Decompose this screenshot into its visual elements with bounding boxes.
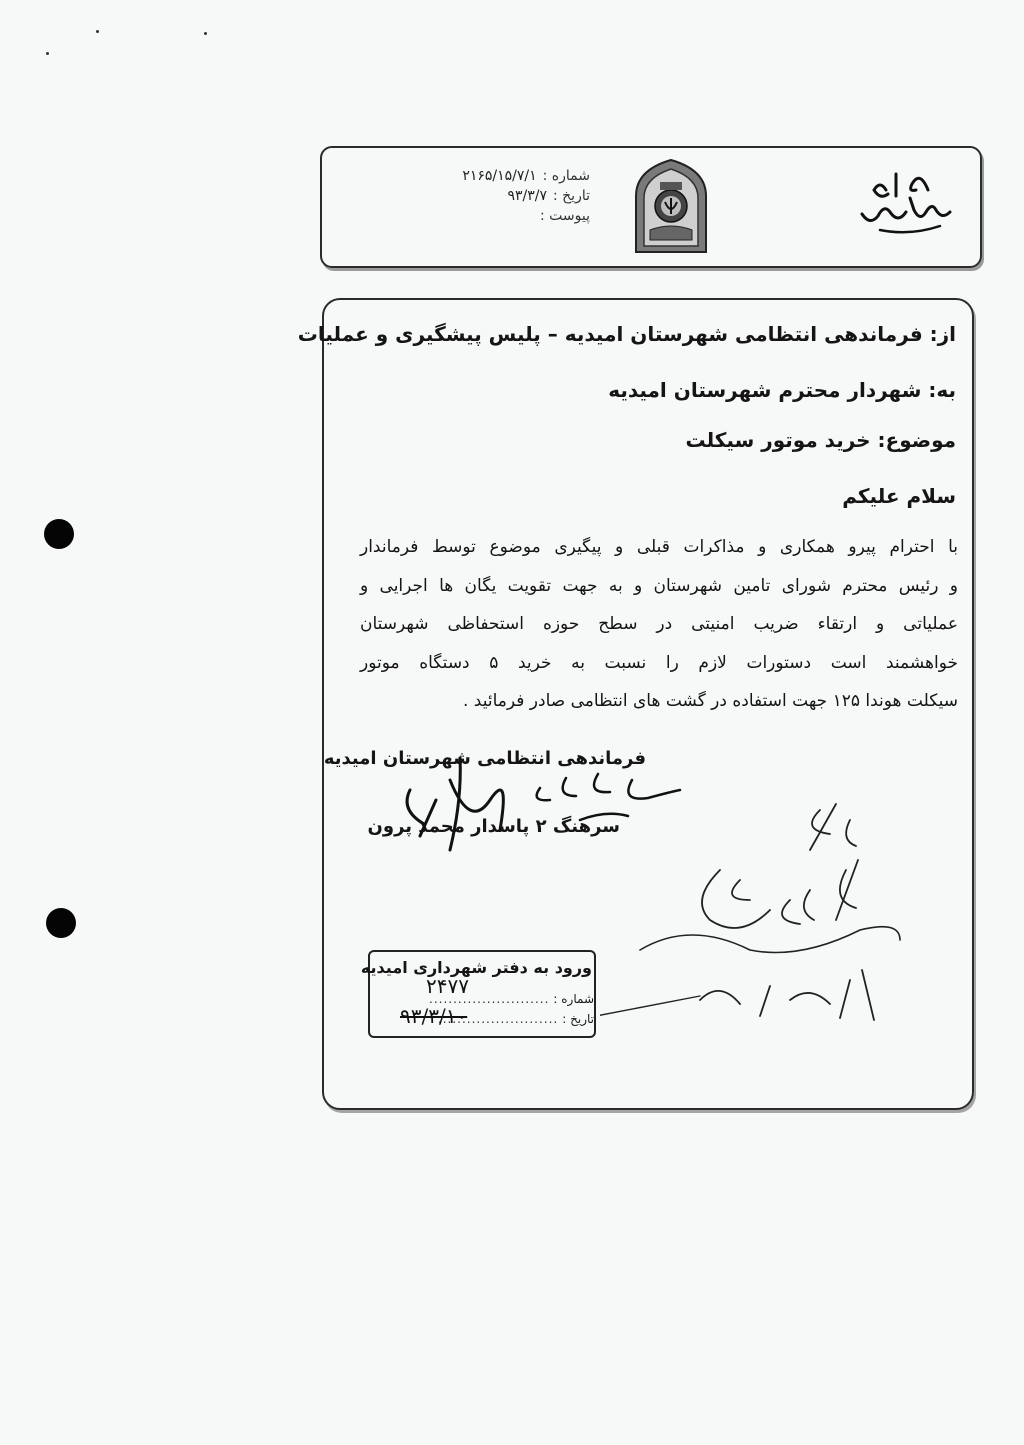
punch-hole-top bbox=[44, 519, 74, 549]
signatory-name: سرهنگ ۲ پاسدار محمد پرون bbox=[367, 816, 620, 837]
letter-from: از: فرماندهی انتظامی شهرستان امیدیه – پلیس پیشگیری و عملیات bbox=[297, 322, 956, 346]
scan-speck bbox=[204, 32, 207, 35]
letter-number-label: شماره : bbox=[542, 168, 590, 184]
scan-speck bbox=[46, 52, 49, 55]
letter-attachment-row bbox=[420, 206, 590, 226]
signatory-title: فرماندهی انتظامی شهرستان امیدیه bbox=[323, 748, 646, 769]
letter-date-row bbox=[420, 186, 590, 206]
letter-to: به: شهردار محترم شهرستان امیدیه bbox=[608, 378, 956, 402]
stamp-dotted-line: ......................... bbox=[429, 992, 550, 1006]
body-line: و رئیس محترم شورای تامین شهرستان و به جهت تقویت یگان ها اجرایی و bbox=[360, 575, 958, 596]
letter-date-value: ۹۳/۳/۷ bbox=[507, 188, 547, 204]
body-line: سیکلت هوندا ۱۲۵ جهت استفاده در گشت های انتظامی صادر فرمائید . bbox=[463, 691, 958, 711]
letter-date-label: تاریخ : bbox=[552, 188, 590, 204]
stamp-number-value: ۲۴۷۷ bbox=[426, 974, 469, 998]
body-line: عملیاتی و ارتقاء ضریب امنیتی در سطح حوزه استحفاظی شهرستان bbox=[360, 614, 958, 634]
police-emblem-icon bbox=[630, 156, 712, 256]
body-line: خواهشمند است دستورات لازم را نسبت به خرید ۵ دستگاه موتور bbox=[360, 652, 958, 673]
handwritten-referral-note bbox=[600, 790, 920, 1040]
stamp-date-label: تاریخ : bbox=[562, 1012, 594, 1026]
letterhead-meta bbox=[420, 166, 590, 226]
stamp-title: ورود به دفتر شهرداری امیدیه bbox=[360, 958, 592, 977]
stamp-date-value: ۹۳/۳/۱۰ bbox=[400, 1004, 468, 1028]
basmala-handwriting bbox=[850, 160, 960, 240]
letter-greeting: سلام علیکم bbox=[842, 484, 956, 508]
stamp-number-label: شماره : bbox=[553, 992, 594, 1006]
body-line: با احترام پیرو همکاری و مذاکرات قبلی و پیگیری موضوع توسط فرماندار bbox=[360, 537, 958, 557]
punch-hole-bottom bbox=[46, 908, 76, 938]
letter-subject: موضوع: خرید موتور سیکلت bbox=[685, 428, 956, 452]
letter-attachment-label: پیوست : bbox=[540, 208, 590, 224]
letter-number-row bbox=[420, 166, 590, 186]
letter-body-paragraph bbox=[360, 528, 958, 721]
letter-number-value: ۲۱۶۵/۱۵/۷/۱ bbox=[462, 168, 537, 184]
stamp-dotted-line: ......................... bbox=[437, 1012, 559, 1026]
scan-speck bbox=[96, 30, 99, 33]
